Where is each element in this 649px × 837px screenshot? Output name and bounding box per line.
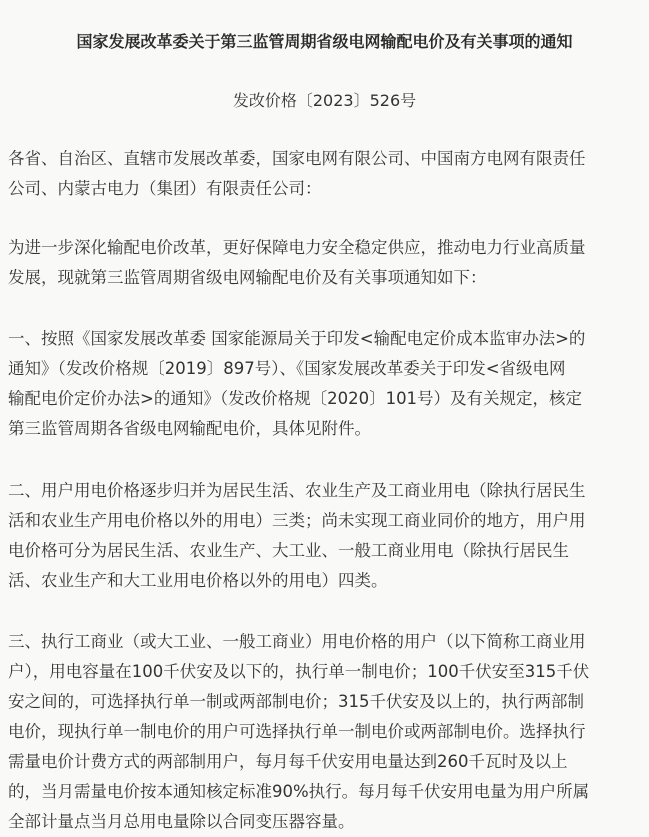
paragraph-line: 二、用户用电价格逐步归并为居民生活、农业生产及工商业用电（除执行居民生 <box>8 481 586 500</box>
paragraph-line: 户），用电容量在100千伏安及以下的，执行单一制电价；100千伏安至315千伏 <box>8 662 590 681</box>
intro-paragraph <box>8 233 643 293</box>
item-two-paragraph <box>8 476 643 596</box>
paragraph-line: 公司、内蒙古电力（集团）有限责任公司： <box>8 179 322 198</box>
item-one-paragraph <box>8 324 643 444</box>
paragraph-line: 通知》（发改价格规〔2019〕897号）、《国家发展改革委关于印发<省级电网 <box>8 359 566 378</box>
paragraph-line: 活和农业生产用电价格以外的用电）三类；尚未实现工商业同价的地方，用户用 <box>8 511 586 530</box>
addressee-paragraph <box>8 144 643 204</box>
paragraph-line: 为进一步深化输配电价改革，更好保障电力安全稳定供应，推动电力行业高质量 <box>8 238 586 257</box>
paragraph-line: 各省、自治区、直辖市发展改革委，国家电网有限公司、中国南方电网有限责任 <box>8 149 586 168</box>
paragraph-line: 电价格可分为居民生活、农业生产、大工业、一般工商业用电（除执行居民生 <box>8 541 569 560</box>
paragraph-line: 需量电价计费方式的两部制用户，每月每千伏安用电量达到260千瓦时及以上 <box>8 752 568 771</box>
paragraph-line: 电价，现执行单一制电价的用户可选择执行单一制电价或两部制电价。选择执行 <box>8 722 586 741</box>
paragraph-line: 安之间的，可选择执行单一制或两部制电价；315千伏安及以上的，执行两部制 <box>8 692 584 711</box>
paragraph-line: 发展，现就第三监管周期省级电网输配电价及有关事项通知如下： <box>8 268 487 287</box>
paragraph-line: 一、按照《国家发展改革委 国家能源局关于印发<输配电定价成本监审办法>的 <box>8 329 586 348</box>
paragraph-line: 第三监管周期各省级电网输配电价，具体见附件。 <box>8 419 371 438</box>
paragraph-line: 活、农业生产和大工业用电价格以外的用电）四类。 <box>8 571 388 590</box>
paragraph-line: 输配电价定价办法>的通知》（发改价格规〔2020〕101号）及有关规定，核定 <box>8 389 583 408</box>
item-three-paragraph <box>8 627 643 837</box>
document-number: 发改价格〔2023〕526号 <box>232 91 417 110</box>
document-title: 国家发展改革委关于第三监管周期省级电网输配电价及有关事项的通知 <box>76 32 573 51</box>
paragraph-line: 的，当月需量电价按本通知核定标准90%执行。每月每千伏安用电量为用户所属 <box>8 782 590 801</box>
paragraph-line: 三、执行工商业（或大工业、一般工商业）用电价格的用户（以下简称工商业用 <box>8 632 586 651</box>
paragraph-line: 全部计量点当月总用电量除以合同变压器容量。 <box>8 812 355 831</box>
